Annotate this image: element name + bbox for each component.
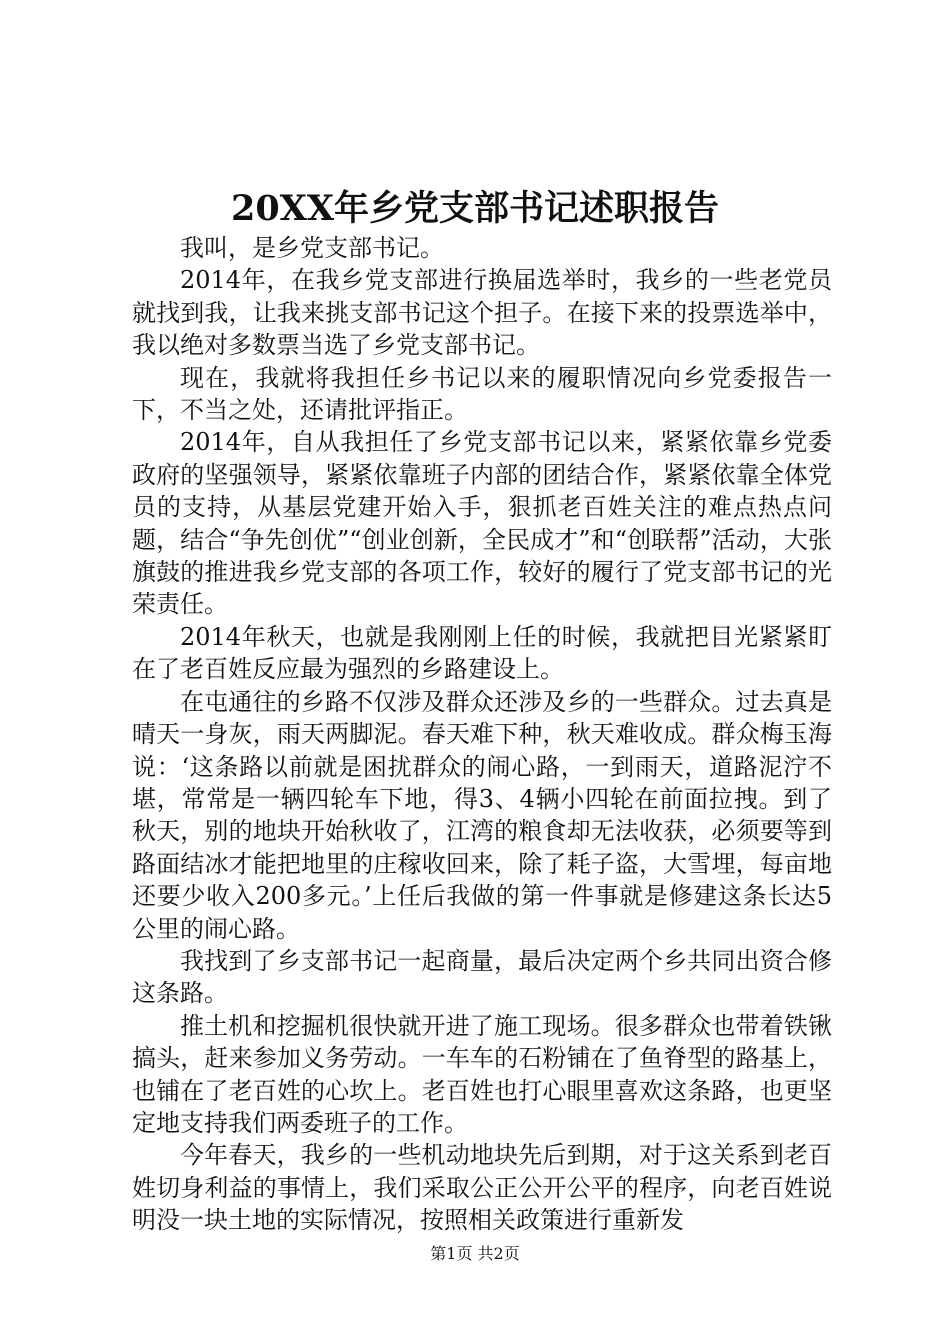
paragraph-5: 2014年秋天，也就是我刚刚上任的时候，我就把目光紧紧盯在了老百姓反应最为强烈的乡路建设上。	[132, 622, 832, 684]
paragraph-2: 2014年，在我乡党支部进行换届选举时，我乡的一些老党员就找到我，让我来挑支部书记这个担子。在接下来的投票选举中，我以绝对多数票当选了乡党支部书记。	[132, 266, 832, 360]
paragraph-7: 我找到了乡支部书记一起商量，最后决定两个乡共同出资合修这条路。	[132, 946, 832, 1008]
document-title: 20XX年乡党支部书记述职报告	[230, 188, 720, 229]
paragraph-9: 今年春天，我乡的一些机动地块先后到期，对于这关系到老百姓切身利益的事情上，我们采取公正公开公平的程序，向老百姓说明没一块土地的实际情况，按照相关政策进行重新发	[132, 1141, 832, 1235]
paragraph-4: 2014年，自从我担任了乡党支部书记以来，紧紧依靠乡党委政府的坚强领导，紧紧依靠班子内部的团结合作，紧紧依靠全体党员的支持，从基层党建开始入手，狠抓老百姓关注的难点热点问题，结合“争先创优”“创业创新，全民成才”和“创联帮”活动，大张旗鼓的推进我乡党支部的各项工作，较好的履行了党支部书记的光荣责任。	[132, 428, 832, 619]
paragraph-3: 现在，我就将我担任乡书记以来的履职情况向乡党委报告一下，不当之处，还请批评指正。	[132, 363, 832, 425]
paragraph-1: 我叫，是乡党支部书记。	[180, 234, 444, 262]
document-body	[132, 232, 832, 1237]
paragraph-6: 在屯通往的乡路不仅涉及群众还涉及乡的一些群众。过去真是晴天一身灰，雨天两脚泥。春天难下种，秋天难收成。群众梅玉海说：‘这条路以前就是困扰群众的闹心路，一到雨天，道路泥泞不堪，常常是一辆四轮车下地，得3、4辆小四轮在前面拉拽。到了秋天，别的地块开始秋收了，江湾的粮食却无法收获，必须要等到路面结冰才能把地里的庄稼收回来，除了耗子盗，大雪埋，每亩地还要少收入200多元。’上任后我做的第一件事就是修建这条长达5公里的闹心路。	[132, 687, 832, 943]
paragraph-8: 推土机和挖掘机很快就开进了施工现场。很多群众也带着铁锹搞头，赶来参加义务劳动。一车车的石粉铺在了鱼脊型的路基上，也铺在了老百姓的心坎上。老百姓也打心眼里喜欢这条路，也更坚定地支持我们两委班子的工作。	[132, 1011, 832, 1137]
page-footer: 第1页 共2页	[430, 1244, 520, 1263]
